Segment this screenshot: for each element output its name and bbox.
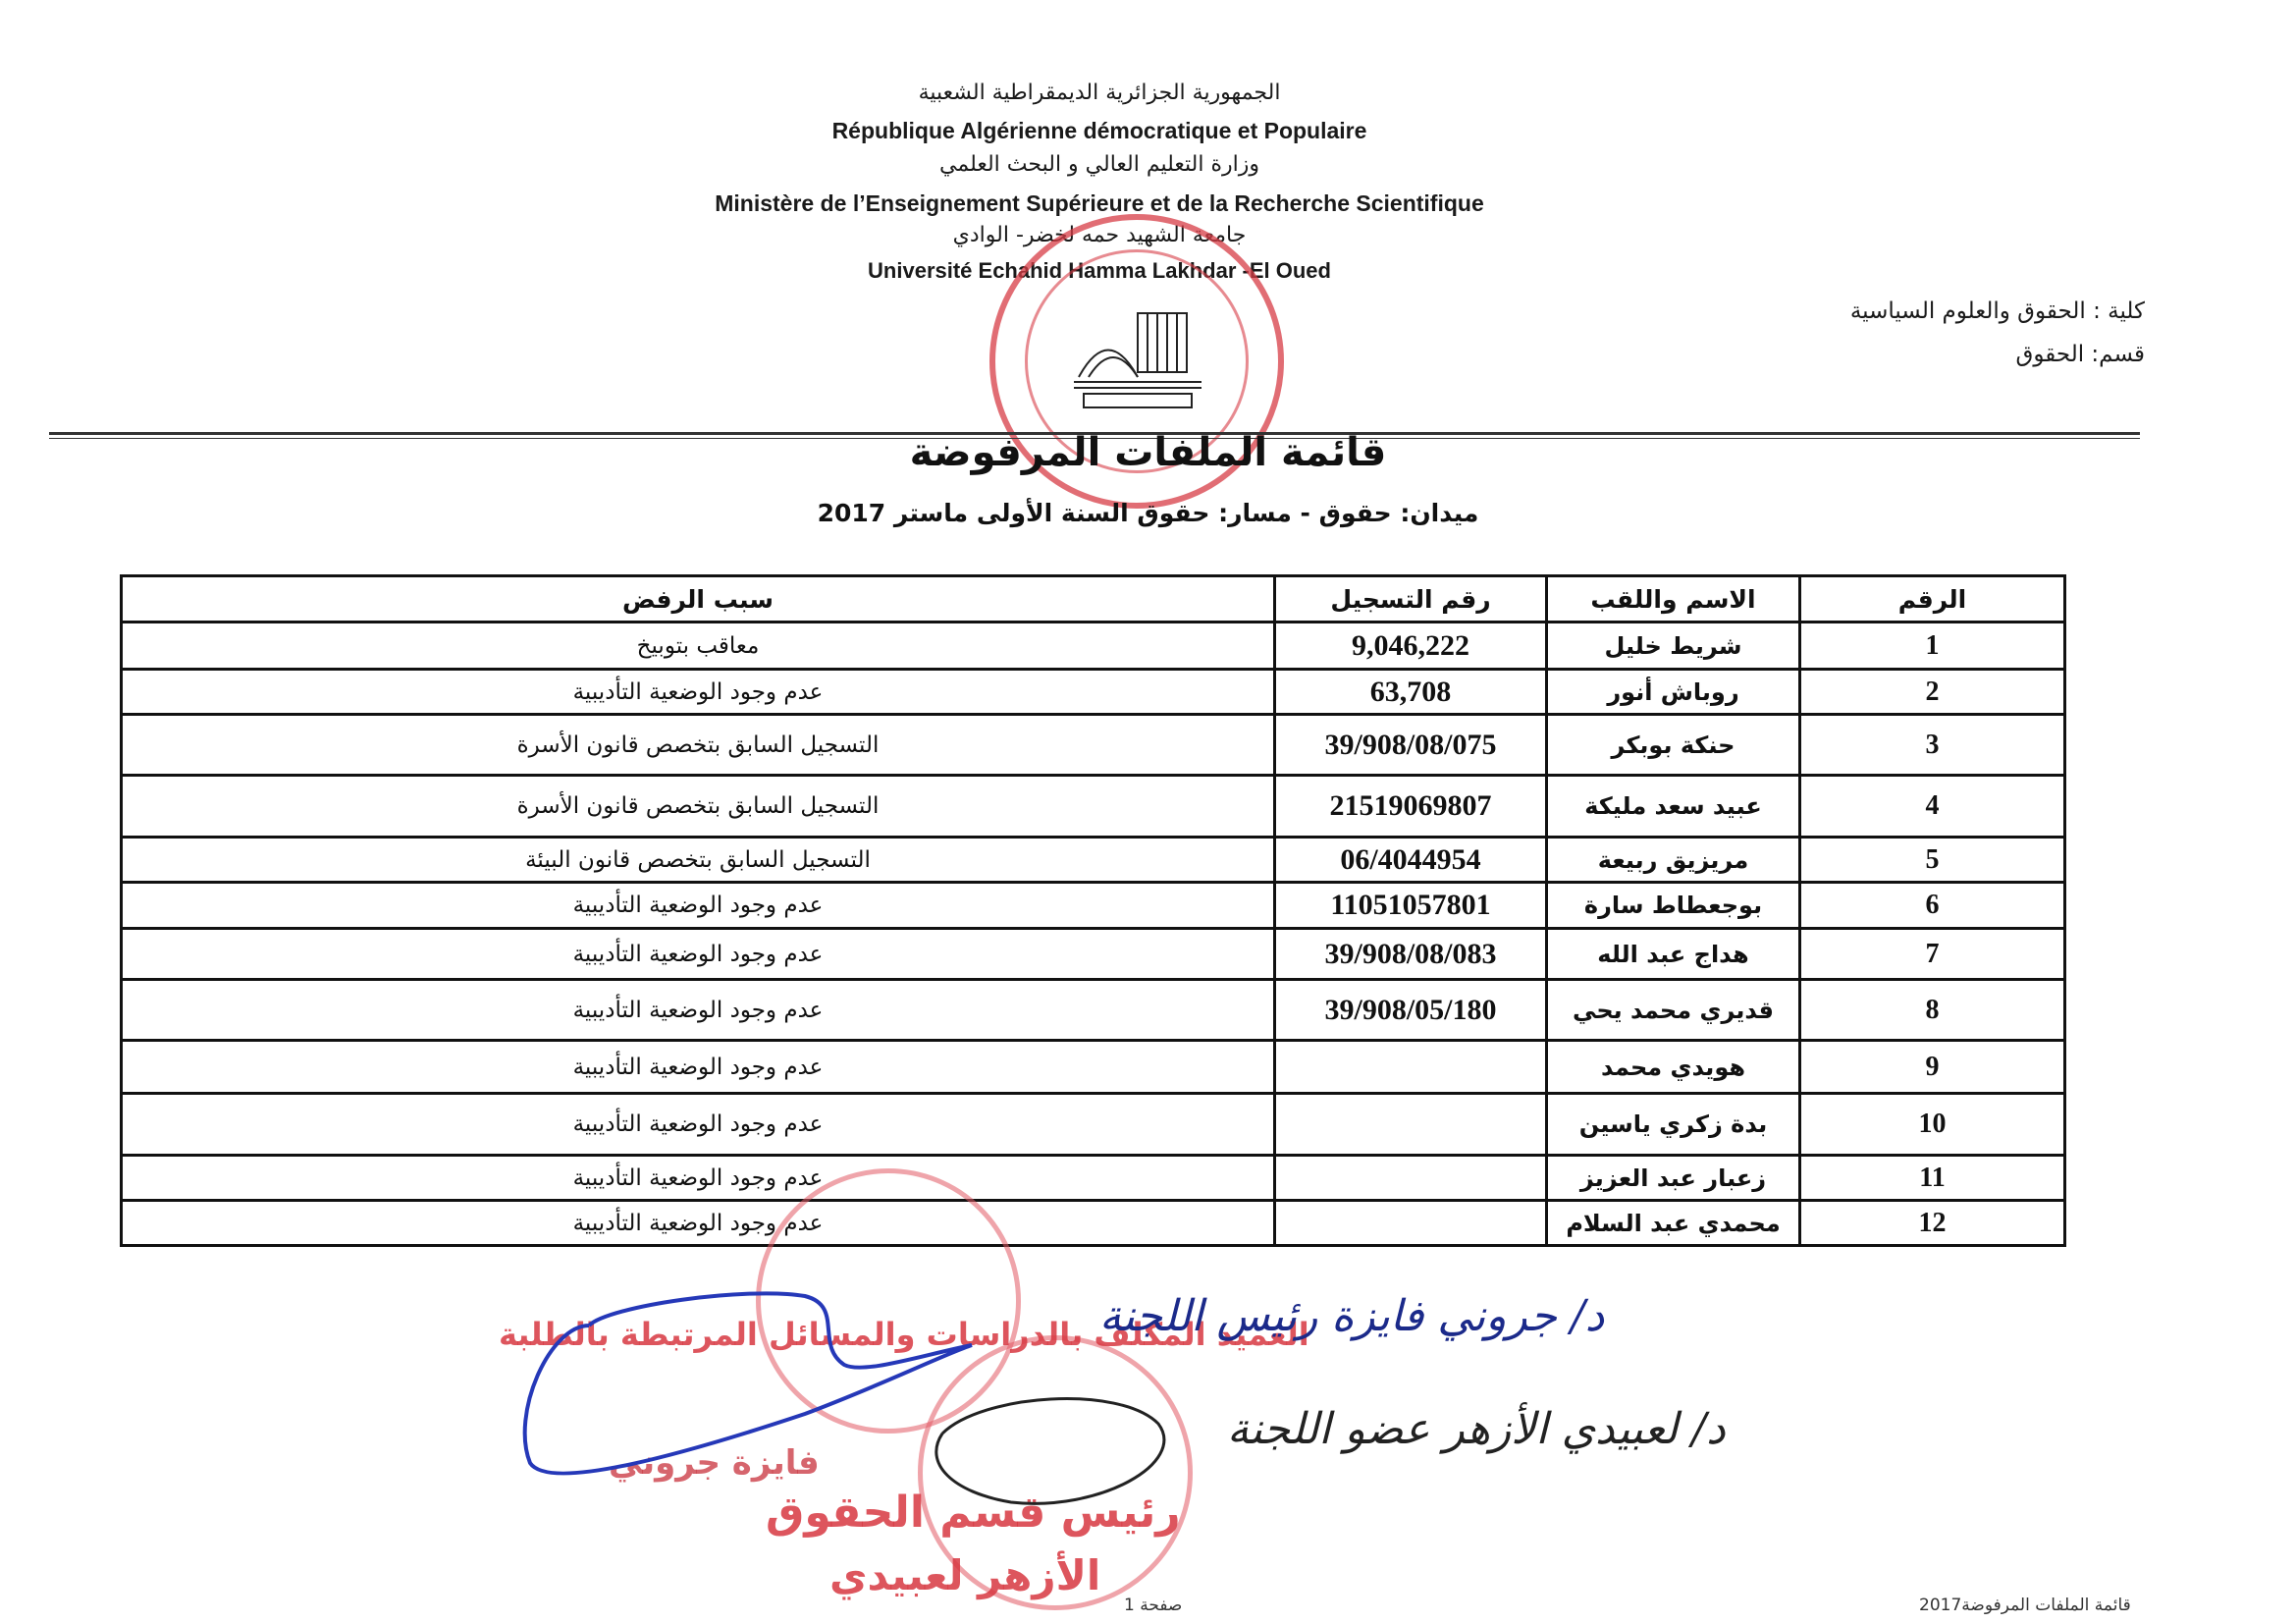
cell-name: عبيد سعد مليكة [1547,776,1800,838]
rejected-files-table [120,574,2066,1247]
cell-name: مريزيق ربيعة [1547,838,1800,883]
cell-name: بدة زكري ياسين [1547,1094,1800,1156]
cell-registration: 9,046,222 [1275,623,1547,670]
handwritten-note-line1: د/ جروني فايزة رئيس اللجنة [1099,1291,1605,1341]
assistant-dean-title-stamp: العميد المكلف بالدراسات والمسائل المرتبطة بالطلبة [499,1316,1309,1353]
table-row [122,715,2065,776]
cell-registration: 06/4044954 [1275,838,1547,883]
cell-name: هداج عبد الله [1547,929,1800,980]
cell-name: قديري محمد يحي [1547,980,1800,1041]
cell-reason: التسجيل السابق بتخصص قانون البيئة [122,838,1275,883]
cell-registration: 39/908/08/075 [1275,715,1547,776]
department-head-name-stamp: الأزهر لعبيدي [829,1551,1101,1599]
page-number-label: صفحة 1 [1124,1596,1183,1615]
cell-registration: 39/908/08/083 [1275,929,1547,980]
republic-arabic: الجمهورية الجزائرية الديمقراطية الشعبية [918,81,1281,105]
cell-name: زعبار عبد العزيز [1547,1156,1800,1201]
cell-registration: 63,708 [1275,670,1547,715]
cell-registration: 39/908/05/180 [1275,980,1547,1041]
cell-registration [1275,1041,1547,1094]
ministry-arabic: وزارة التعليم العالي و البحث العلمي [939,152,1259,177]
republic-french: République Algérienne démocratique et Populaire [831,118,1367,143]
cell-registration: 21519069807 [1275,776,1547,838]
cell-reason: عدم وجود الوضعية التأديبية [122,1094,1275,1156]
table-row [122,1094,2065,1156]
university-arabic: جامعة الشهيد حمه لخضر- الوادي [952,223,1247,247]
col-header-reason: سبب الرفض [122,576,1275,623]
cell-number: 7 [1800,929,2065,980]
department-label: قسم: الحقوق [2015,342,2145,367]
table-header-row [122,576,2065,623]
faculty-label: كلية : الحقوق والعلوم السياسية [1849,298,2145,324]
table-row [122,929,2065,980]
cell-number: 3 [1800,715,2065,776]
cell-name: بوجعطاط سارة [1547,883,1800,929]
department-head-title-stamp: رئيس قسم الحقوق [766,1488,1181,1538]
table-row [122,776,2065,838]
cell-reason: عدم وجود الوضعية التأديبية [122,883,1275,929]
page-subtitle: ميدان: حقوق - مسار: حقوق السنة الأولى ماستر 2017 [817,499,1479,527]
cell-name: محمدي عبد السلام [1547,1201,1800,1246]
assistant-dean-name-stamp: فايزة جروني [609,1443,820,1483]
cell-reason: عدم وجود الوضعية التأديبية [122,670,1275,715]
table-row [122,1156,2065,1201]
cell-number: 12 [1800,1201,2065,1246]
cell-registration [1275,1201,1547,1246]
cell-registration [1275,1094,1547,1156]
table-row [122,1201,2065,1246]
handwritten-note-line2: د/ لعبيدي الأزهر عضو اللجنة [1227,1404,1726,1454]
cell-reason: عدم وجود الوضعية التأديبية [122,1201,1275,1246]
cell-name: هويدي محمد [1547,1041,1800,1094]
cell-name: شريط خليل [1547,623,1800,670]
table-row [122,623,2065,670]
cell-number: 2 [1800,670,2065,715]
col-header-registration: رقم التسجيل [1275,576,1547,623]
cell-reason: عدم وجود الوضعية التأديبية [122,1156,1275,1201]
cell-number: 8 [1800,980,2065,1041]
col-header-name: الاسم واللقب [1547,576,1800,623]
table-row [122,838,2065,883]
table-row [122,980,2065,1041]
cell-reason: عدم وجود الوضعية التأديبية [122,980,1275,1041]
cell-number: 9 [1800,1041,2065,1094]
cell-reason: معاقب بتوبيخ [122,623,1275,670]
cell-number: 1 [1800,623,2065,670]
cell-number: 11 [1800,1156,2065,1201]
university-french: Université Echahid Hamma Lakhdar -El Oued [868,258,1331,283]
cell-number: 10 [1800,1094,2065,1156]
col-header-number: الرقم [1800,576,2065,623]
cell-number: 4 [1800,776,2065,838]
cell-reason: التسجيل السابق بتخصص قانون الأسرة [122,715,1275,776]
table-row [122,670,2065,715]
cell-registration: 11051057801 [1275,883,1547,929]
cell-number: 6 [1800,883,2065,929]
cell-reason: التسجيل السابق بتخصص قانون الأسرة [122,776,1275,838]
cell-registration [1275,1156,1547,1201]
ministry-french: Ministère de l’Enseignement Supérieure et de la Recherche Scientifique [715,190,1484,216]
table-row [122,883,2065,929]
page-title: قائمة الملفات المرفوضة [909,430,1387,475]
footer-document-label: قائمة الملفات المرفوضة2017 [1919,1596,2131,1615]
cell-number: 5 [1800,838,2065,883]
university-emblem-icon [1069,303,1206,421]
cell-reason: عدم وجود الوضعية التأديبية [122,1041,1275,1094]
cell-reason: عدم وجود الوضعية التأديبية [122,929,1275,980]
table-row [122,1041,2065,1094]
cell-name: روباش أنور [1547,670,1800,715]
cell-name: حنكة بوبكر [1547,715,1800,776]
